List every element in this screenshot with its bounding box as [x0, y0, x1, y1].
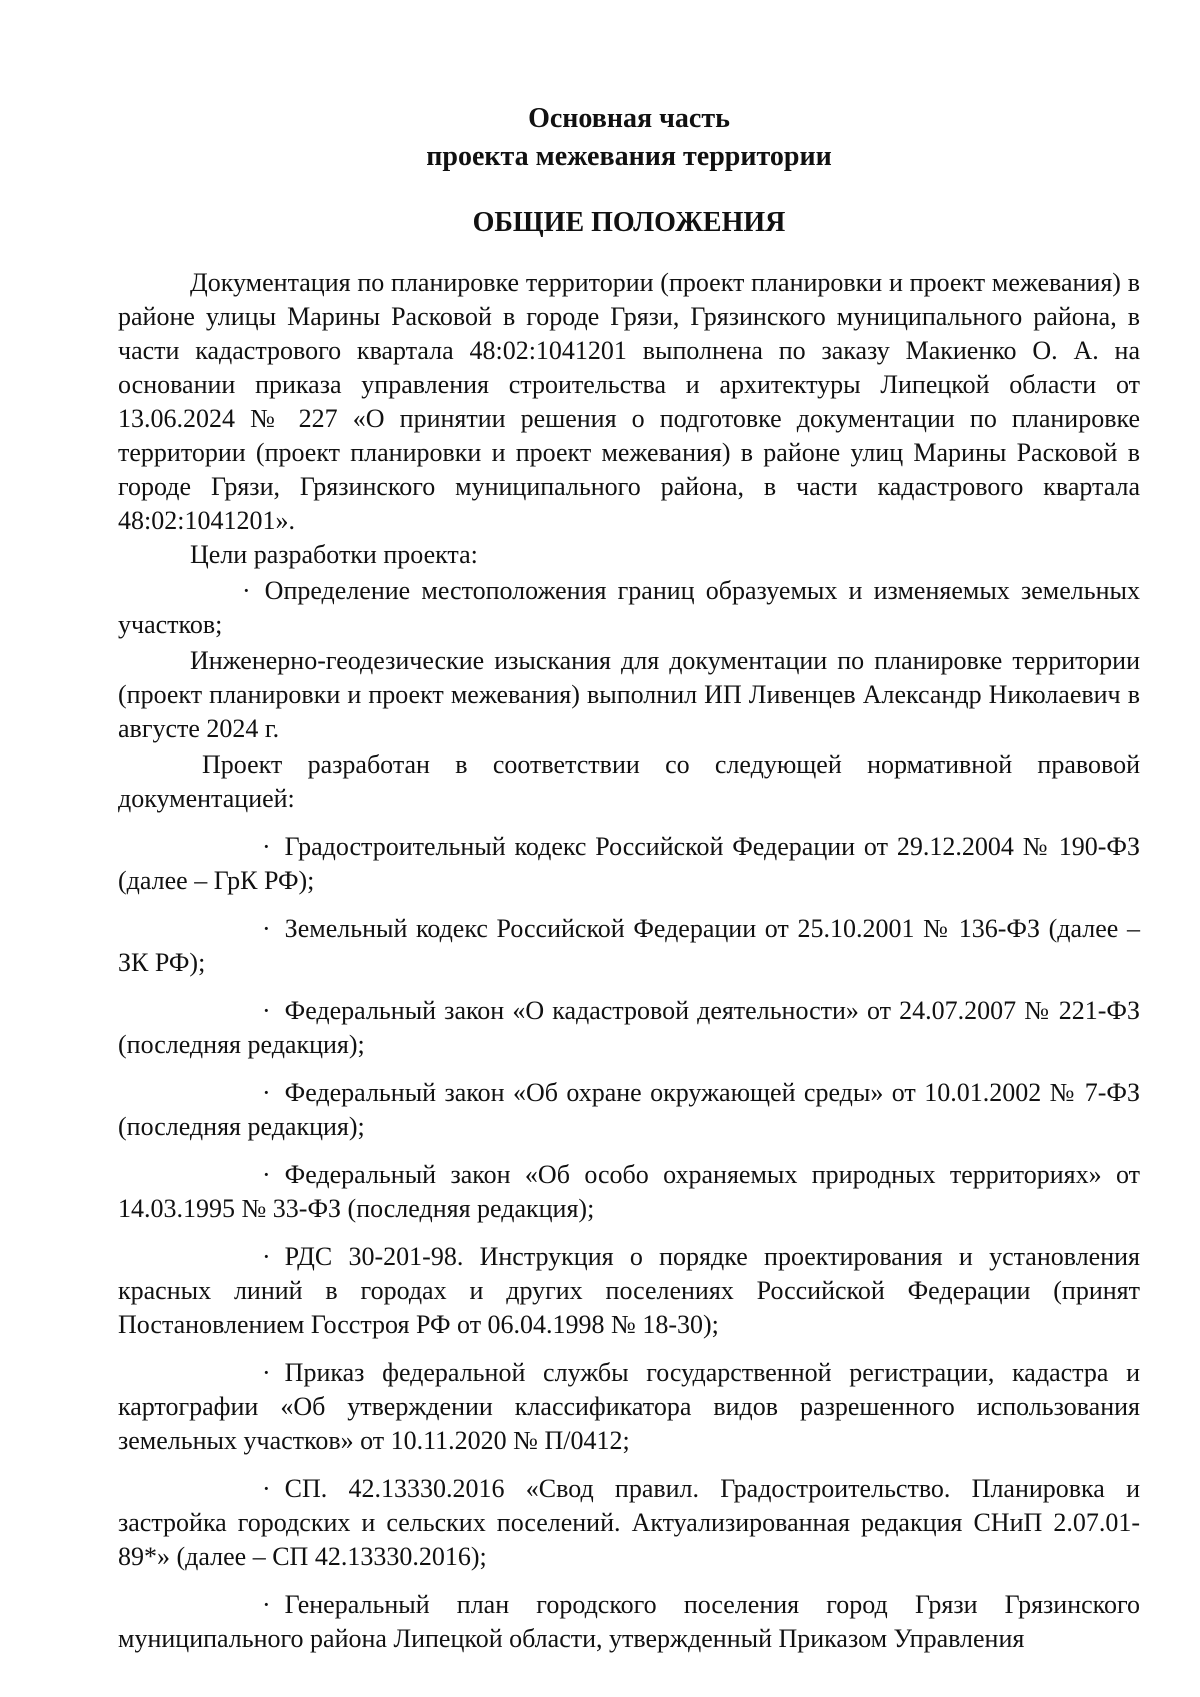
norm-text: Градостроительный кодекс Российской Федерации от 29.12.2004 № 190-ФЗ (далее – ГрК РФ); — [118, 832, 1140, 895]
norm-text: Федеральный закон «Об охране окружающей среды» от 10.01.2002 № 7-ФЗ (последняя редакция); — [118, 1078, 1140, 1141]
norm-item — [118, 994, 1140, 1062]
bullet-dot: · — [242, 576, 251, 605]
surveys-paragraph: Инженерно-геодезические изыскания для документации по планировке территории (проект планировки и проект межевания) выполнил ИП Ливенцев Александр Николаевич в августе 2024 г. — [118, 646, 1140, 743]
bullet-dot: · — [262, 996, 271, 1025]
bullet-dot: · — [262, 1160, 271, 1189]
section-heading: ОБЩИЕ ПОЛОЖЕНИЯ — [472, 207, 786, 238]
norm-text: СП. 42.13330.2016 «Свод правил. Градостроительство. Планировка и застройка городских и сельских поселений. Актуализированная редакция СНиП 2.07.01-89*» (далее – СП 42.13330.2016); — [118, 1474, 1140, 1571]
norm-item — [118, 912, 1140, 980]
bullet-dot: · — [262, 1590, 271, 1619]
norm-item — [118, 1240, 1140, 1342]
document-title-line-2: проекта межевания территории — [426, 141, 832, 172]
norm-item — [118, 1588, 1140, 1656]
document-page — [118, 100, 1140, 1656]
norms-intro-paragraph: Проект разработан в соответствии со следующей нормативной правовой документацией: — [118, 750, 1140, 813]
norms-list — [118, 830, 1140, 1656]
intro-paragraph: Документация по планировке территории (проект планировки и проект межевания) в районе улицы Марины Расковой в городе Грязи, Грязинского муниципального района, в части кадастрового квартала 48:02:1041201 выполнена по заказу Макиенко О. А. на основании приказа управления строительства и архитектуры Липецкой области от 13.06.2024 № 227 «О принятии решения о подготовке документации по планировке территории (проект планировки и проект межевания) в районе улиц Марины Расковой в городе Грязи, Грязинского муниципального района, в части кадастрового квартала 48:02:1041201». — [118, 268, 1140, 535]
norm-item — [118, 1076, 1140, 1144]
norm-text: РДС 30-201-98. Инструкция о порядке проектирования и установления красных линий в городах и других поселениях Российской Федерации (принят Постановлением Госстроя РФ от 06.04.1998 № 18-30); — [118, 1242, 1140, 1339]
norm-text: Федеральный закон «О кадастровой деятельности» от 24.07.2007 № 221-ФЗ (последняя редакция); — [118, 996, 1140, 1059]
norm-text: Генеральный план городского поселения город Грязи Грязинского муниципального района Липецкой области, утвержденный Приказом Управления — [118, 1590, 1140, 1653]
document-title-line-1: Основная часть — [528, 103, 730, 134]
goal-text: Определение местоположения границ образуемых и изменяемых земельных участков; — [118, 576, 1140, 639]
bullet-dot: · — [262, 914, 271, 943]
bullet-dot: · — [262, 1242, 271, 1271]
norm-item — [118, 1472, 1140, 1574]
norm-text: Приказ федеральной службы государственной регистрации, кадастра и картографии «Об утверждении классификатора видов разрешенного использования земельных участков» от 10.11.2020 № П/0412; — [118, 1358, 1140, 1455]
norm-text: Земельный кодекс Российской Федерации от 25.10.2001 № 136-ФЗ (далее – ЗК РФ); — [118, 914, 1140, 977]
bullet-dot: · — [262, 1474, 271, 1503]
norm-item — [118, 1158, 1140, 1226]
bullet-dot: · — [262, 1358, 271, 1387]
bullet-dot: · — [262, 832, 271, 861]
norm-text: Федеральный закон «Об особо охраняемых природных территориях» от 14.03.1995 № 33-ФЗ (последняя редакция); — [118, 1160, 1140, 1223]
goal-item — [118, 574, 1140, 642]
goals-heading: Цели разработки проекта: — [190, 540, 478, 569]
norm-item — [118, 1356, 1140, 1458]
bullet-dot: · — [262, 1078, 271, 1107]
norm-item — [118, 830, 1140, 898]
